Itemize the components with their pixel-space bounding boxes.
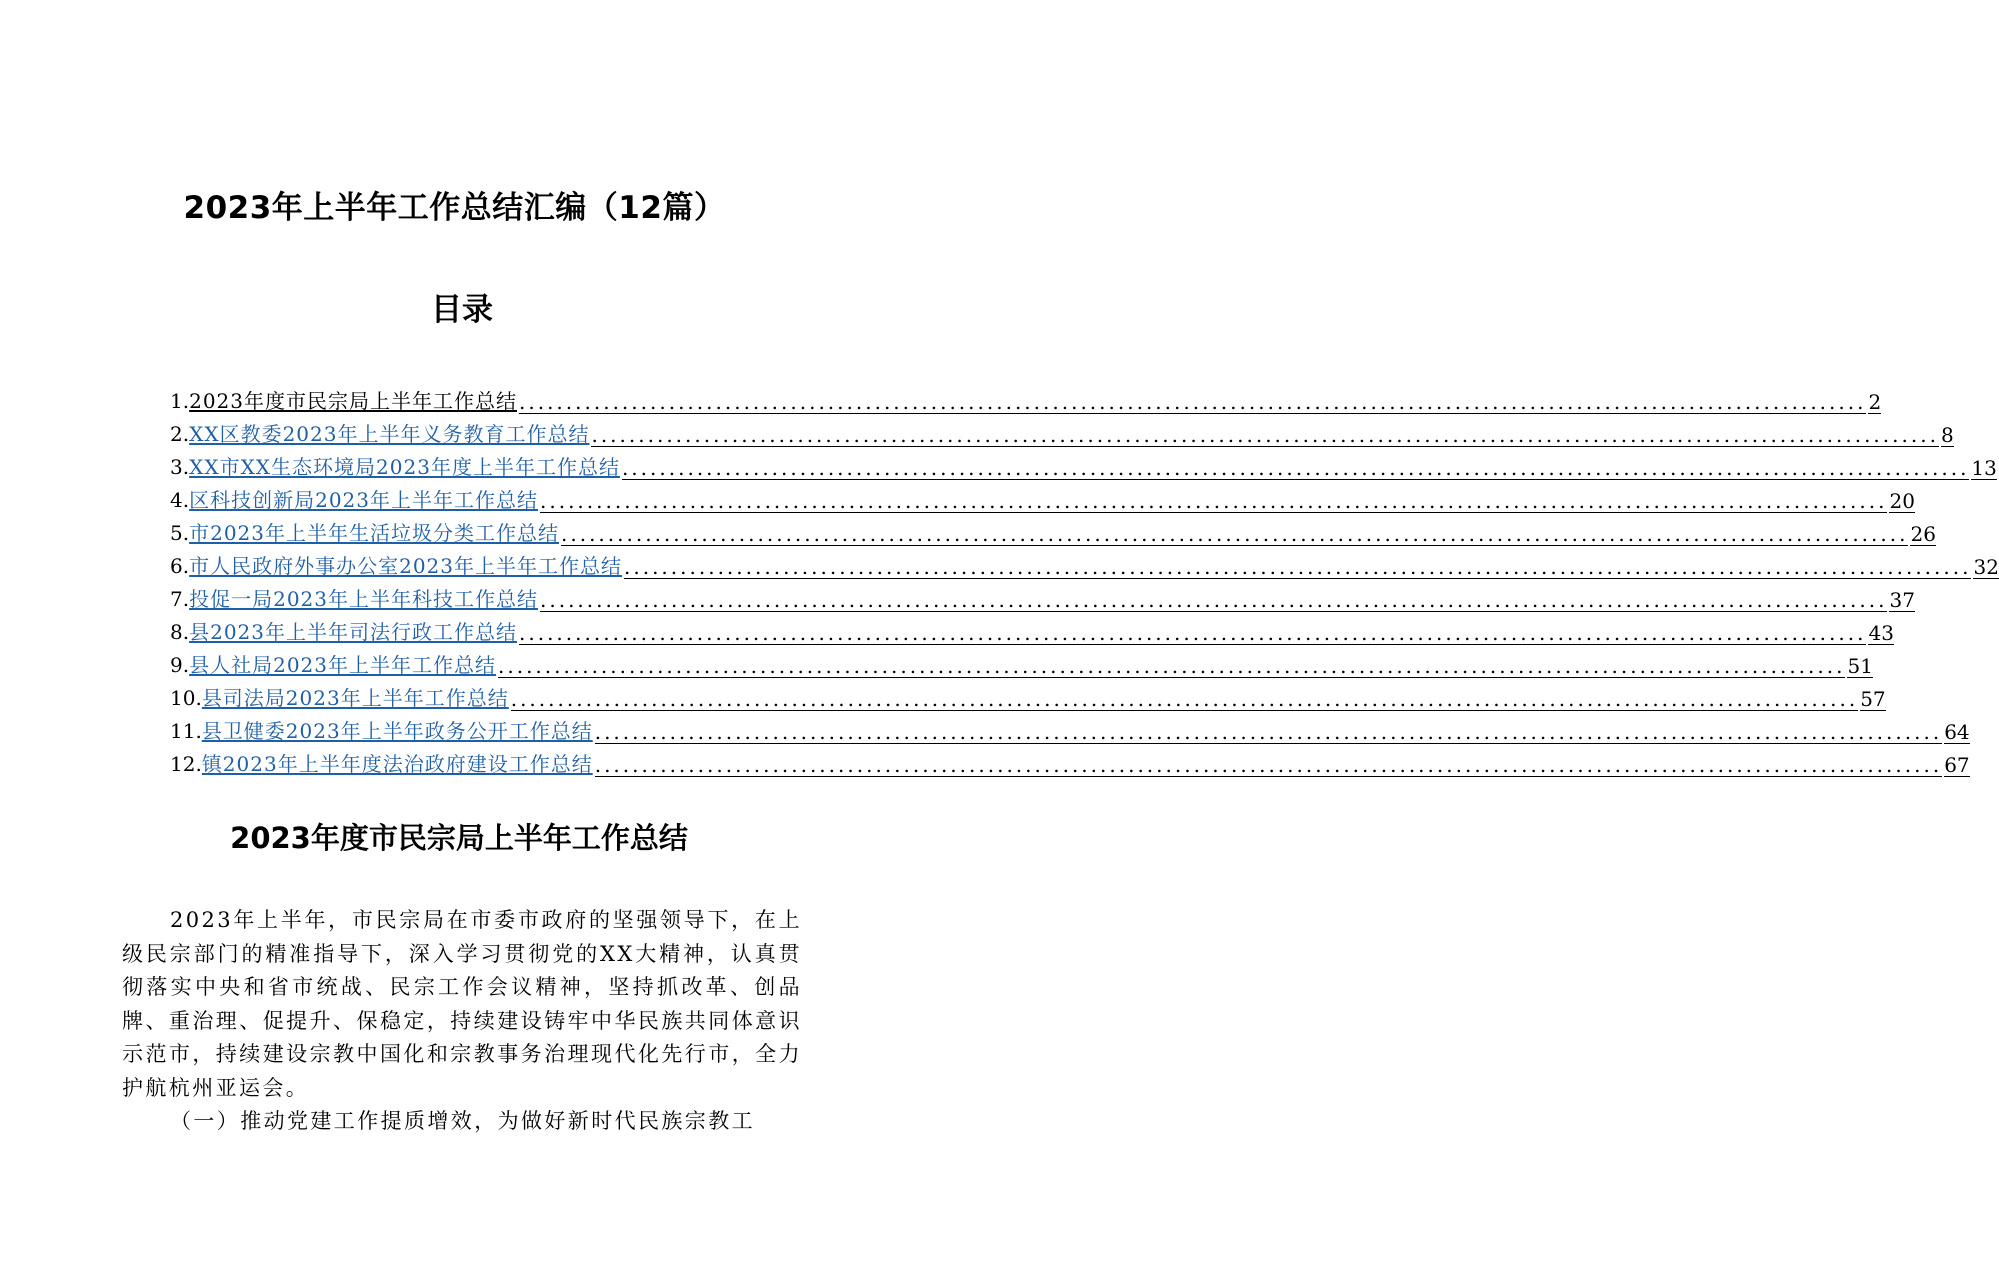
toc-entry-link[interactable]: 区科技创新局2023年上半年工作总结 [189, 488, 538, 512]
toc-entry-page: 51 [1847, 654, 1873, 678]
toc-leader-dots [511, 686, 1858, 711]
table-of-contents [170, 381, 1999, 777]
toc-entry-number: 11. [170, 719, 202, 743]
toc-entry-number: 8. [170, 620, 190, 644]
toc-entry-page: 8 [1940, 423, 1954, 447]
toc-entry[interactable] [170, 678, 1886, 711]
document-title: 2023年上半年工作总结汇编（12篇） [183, 190, 726, 226]
toc-entry-page: 13 [1971, 456, 1997, 480]
toc-entry[interactable] [170, 612, 1894, 645]
toc-entry-number: 4. [170, 488, 190, 512]
toc-entry[interactable] [170, 513, 1936, 546]
toc-entry-page: 67 [1944, 753, 1970, 777]
toc-entry-link[interactable]: 市人民政府外事办公室2023年上半年工作总结 [189, 554, 622, 578]
toc-entry-page: 2 [1868, 390, 1882, 414]
toc-entry-link[interactable]: 县司法局2023年上半年工作总结 [201, 686, 509, 710]
toc-entry-link[interactable]: XX区教委2023年上半年义务教育工作总结 [189, 422, 590, 446]
toc-entry-page: 57 [1860, 687, 1886, 711]
toc-entry-number: 9. [170, 653, 190, 677]
toc-entry[interactable] [170, 546, 1999, 579]
toc-leader-dots [595, 719, 1942, 744]
toc-leader-dots [498, 653, 1845, 678]
toc-entry-number: 1. [170, 389, 190, 413]
toc-entry-page: 64 [1944, 720, 1970, 744]
toc-leader-dots [519, 620, 1866, 645]
toc-entry-number: 5. [170, 521, 190, 545]
toc-leader-dots [622, 455, 1969, 480]
body-paragraph: 2023年上半年，市民宗局在市委市政府的坚强领导下，在上级民宗部门的精准指导下，深入学习贯彻党的XX大精神，认真贯彻落实中央和省市统战、民宗工作会议精神，坚持抓改革、创品牌、重治理、促提升、保稳定，持续建设铸牢中华民族共同体意识示范市，持续建设宗教中国化和宗教事务治理现代化先行市，全力护航杭州亚运会。 [122, 908, 802, 1100]
toc-entry-number: 3. [170, 455, 190, 479]
toc-entry-link[interactable]: 县人社局2023年上半年工作总结 [189, 653, 496, 677]
toc-heading: 目录 [431, 292, 493, 328]
toc-leader-dots [519, 389, 1866, 414]
toc-entry-page: 43 [1868, 621, 1894, 645]
toc-entry[interactable] [170, 645, 1873, 678]
toc-entry[interactable] [170, 414, 1954, 447]
toc-entry-page: 32 [1973, 555, 1999, 579]
toc-entry[interactable] [170, 744, 1970, 777]
toc-entry-number: 6. [170, 554, 190, 578]
toc-leader-dots [561, 521, 1908, 546]
toc-leader-dots [624, 554, 1971, 579]
toc-entry[interactable] [170, 480, 1915, 513]
section-title: 2023年度市民宗局上半年工作总结 [230, 821, 688, 855]
toc-entry-link[interactable]: 县2023年上半年司法行政工作总结 [189, 620, 517, 644]
toc-entry-page: 20 [1889, 489, 1915, 513]
toc-leader-dots [595, 752, 1942, 777]
toc-entry-number: 2. [170, 422, 190, 446]
toc-entry-link[interactable]: 2023年度市民宗局上半年工作总结 [189, 389, 517, 413]
toc-entry[interactable] [170, 447, 1997, 480]
toc-entry-link[interactable]: 市2023年上半年生活垃圾分类工作总结 [189, 521, 559, 545]
toc-entry-link[interactable]: 县卫健委2023年上半年政务公开工作总结 [201, 719, 593, 743]
toc-entry-link[interactable]: XX市XX生态环境局2023年度上半年工作总结 [189, 455, 620, 479]
toc-entry-number: 10. [170, 686, 202, 710]
toc-leader-dots [540, 488, 1887, 513]
toc-entry-link[interactable]: 投促一局2023年上半年科技工作总结 [189, 587, 538, 611]
body-paragraph-heading: （一）推动党建工作提质增效，为做好新时代民族宗教工 [170, 1109, 755, 1133]
toc-entry-page: 26 [1910, 522, 1936, 546]
toc-entry[interactable] [170, 579, 1915, 612]
toc-leader-dots [540, 587, 1887, 612]
toc-entry-number: 12. [170, 752, 202, 776]
toc-entry-number: 7. [170, 587, 190, 611]
toc-entry[interactable] [170, 711, 1970, 744]
toc-leader-dots [591, 422, 1938, 447]
toc-entry-link[interactable]: 镇2023年上半年度法治政府建设工作总结 [201, 752, 593, 776]
toc-entry-page: 37 [1889, 588, 1915, 612]
toc-entry[interactable] [170, 381, 1882, 414]
